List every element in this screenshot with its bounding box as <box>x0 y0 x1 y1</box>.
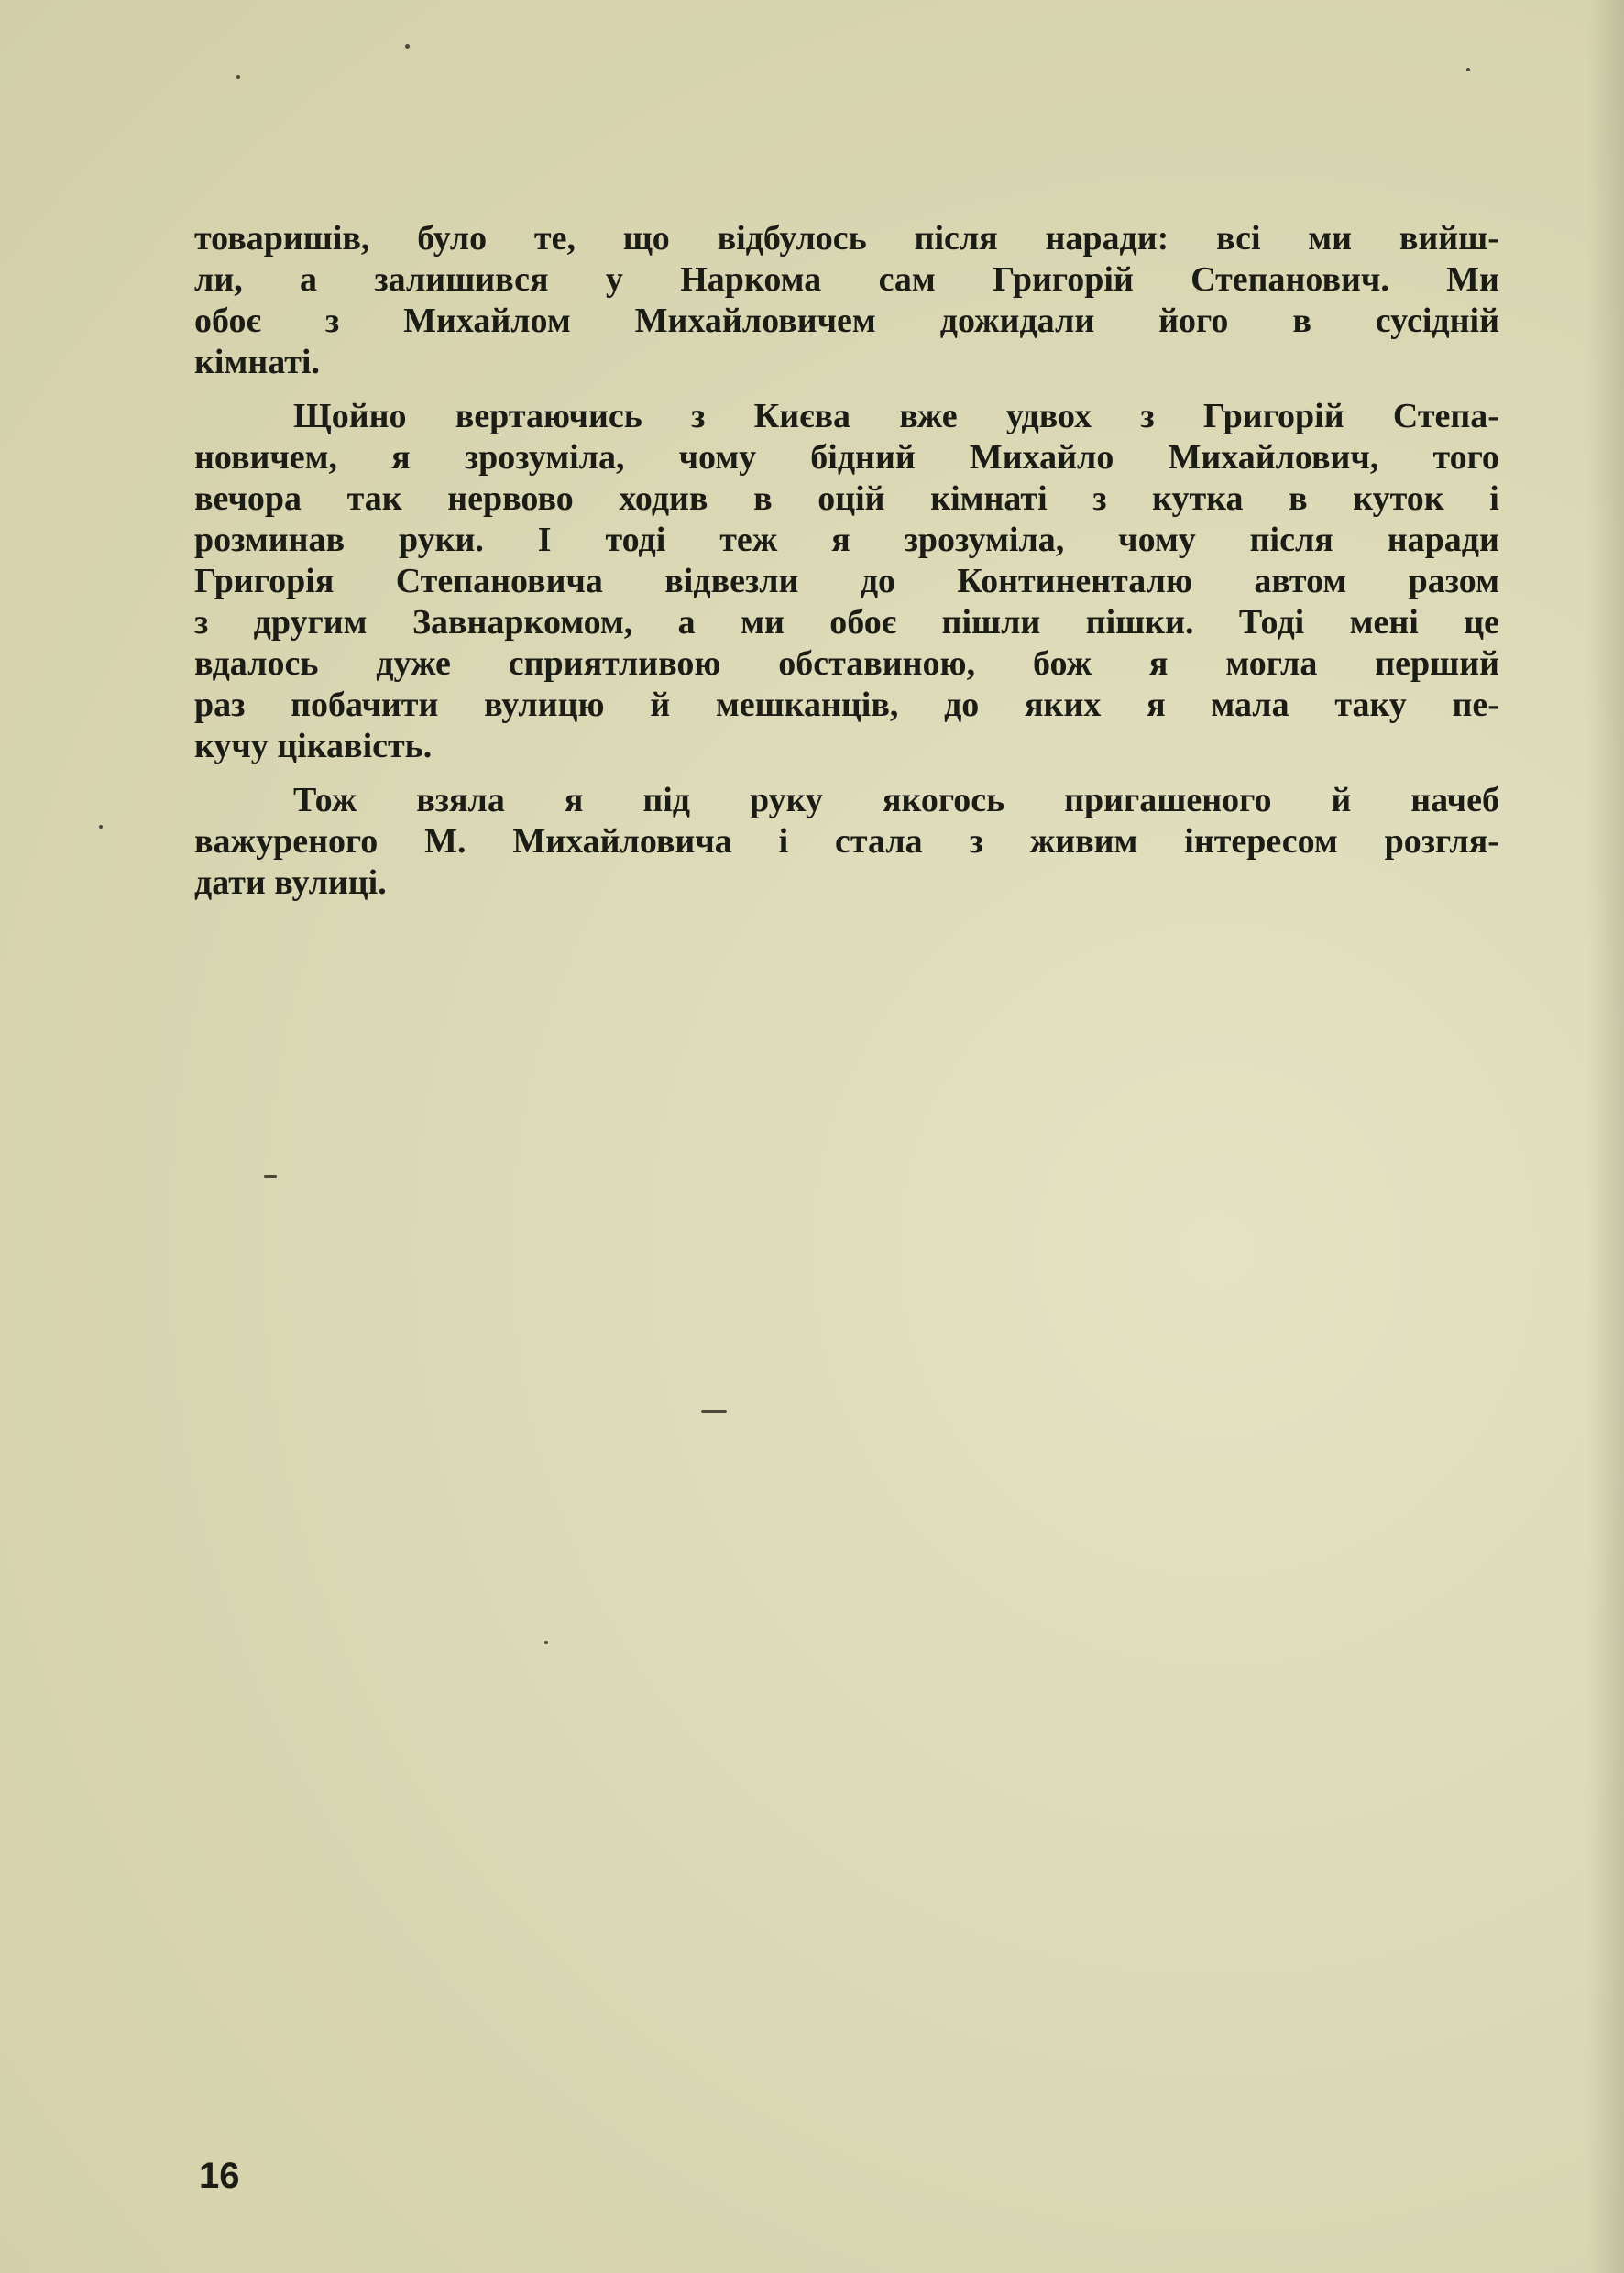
word: руку <box>749 781 823 819</box>
word: руки. <box>398 521 484 559</box>
word: товаришів, <box>194 219 370 258</box>
word: зрозуміла, <box>464 438 625 477</box>
paper-speck <box>701 1410 727 1413</box>
word: і <box>778 822 789 861</box>
word: те, <box>533 219 576 258</box>
word: Григорій <box>1202 397 1344 435</box>
word: ми <box>1308 219 1353 258</box>
word: автом <box>1254 562 1347 600</box>
word: бож <box>1032 644 1092 683</box>
text-line <box>194 218 1499 259</box>
word: дуже <box>376 644 451 683</box>
word: оцій <box>817 479 885 518</box>
word: пішки. <box>1085 603 1194 642</box>
word: взяла <box>416 781 505 819</box>
text-line <box>194 685 1499 726</box>
paper-speck <box>99 825 103 829</box>
word: Тоді <box>1238 603 1305 642</box>
word: нервово <box>447 479 574 518</box>
word: й <box>1331 781 1352 819</box>
word: яких <box>1025 686 1102 724</box>
word: Григорія <box>194 562 335 600</box>
word: сам <box>878 260 936 299</box>
word: ходив <box>619 479 708 518</box>
text-line <box>194 478 1499 520</box>
word: перший <box>1375 644 1499 683</box>
word: мені <box>1349 603 1419 642</box>
word: вдалось <box>194 644 319 683</box>
word: ли, <box>194 260 243 299</box>
word: Києва <box>753 397 851 435</box>
word: удвох <box>1005 397 1092 435</box>
word: я <box>564 781 584 819</box>
word: М. <box>424 822 466 861</box>
word: розминав <box>194 521 346 559</box>
word: відвезли <box>664 562 799 600</box>
word: якогось <box>882 781 1005 819</box>
word: могла <box>1225 644 1318 683</box>
paper-speck <box>405 44 410 49</box>
word: другим <box>253 603 368 642</box>
word: Тож <box>293 781 357 819</box>
word: вийш- <box>1399 219 1499 258</box>
word: разом <box>1408 562 1499 600</box>
word: Завнаркомом, <box>411 603 633 642</box>
word: з <box>969 822 983 861</box>
word: і <box>1489 479 1499 518</box>
word: після <box>914 219 998 258</box>
text-line <box>194 437 1499 478</box>
word: Континенталю <box>957 562 1192 600</box>
word: обоє <box>829 603 897 642</box>
text-line <box>194 862 1499 904</box>
text-line <box>194 780 1499 821</box>
word: І <box>537 521 552 559</box>
word: теж <box>719 521 778 559</box>
word: чому <box>678 438 757 477</box>
word: Степанович. <box>1191 260 1389 299</box>
word: Григорій <box>993 260 1134 299</box>
word: з <box>1092 479 1107 518</box>
word: Михайлович, <box>1168 438 1379 477</box>
word: вже <box>899 397 958 435</box>
word: відбулось <box>717 219 867 258</box>
word: в <box>1289 479 1308 518</box>
page-number: 16 <box>199 2156 240 2196</box>
text-line <box>194 726 1499 767</box>
paper-speck <box>236 75 240 79</box>
word: я <box>1148 644 1169 683</box>
word: обставиною, <box>778 644 976 683</box>
word: всі <box>1216 219 1261 258</box>
word: Наркома <box>680 260 822 299</box>
word: Михайло <box>969 438 1114 477</box>
word: того <box>1432 438 1499 477</box>
word: новичем, <box>194 438 338 477</box>
word: з <box>194 603 209 642</box>
word: важуреного <box>194 822 379 861</box>
word: сусідній <box>1375 302 1499 340</box>
word: куток <box>1353 479 1444 518</box>
word: що <box>622 219 670 258</box>
word: мешканців, <box>715 686 899 724</box>
paragraph-gap <box>194 767 1499 780</box>
word: я <box>391 438 411 477</box>
word: мала <box>1211 686 1289 724</box>
text-line <box>194 561 1499 602</box>
word: його <box>1158 302 1229 340</box>
word: пригашеного <box>1064 781 1272 819</box>
word: чому <box>1118 521 1196 559</box>
word: до <box>860 562 896 600</box>
word: й <box>650 686 671 724</box>
text-line <box>194 602 1499 643</box>
word: вечора <box>194 479 302 518</box>
word: я <box>831 521 850 559</box>
word: кімнаті <box>930 479 1048 518</box>
word: бідний <box>810 438 916 477</box>
word: а <box>300 260 318 299</box>
word: раз <box>194 686 246 724</box>
word: наради: <box>1045 219 1169 258</box>
line-text: кімнаті. <box>194 343 320 381</box>
word: Ми <box>1446 260 1499 299</box>
word: живим <box>1029 822 1138 861</box>
word: Степановича <box>395 562 603 600</box>
word: розгля- <box>1384 822 1499 861</box>
page-edge-shadow <box>1587 0 1624 2273</box>
line-text: дати вулиці. <box>194 863 387 902</box>
text-line <box>194 396 1499 437</box>
paragraph-gap <box>194 383 1499 396</box>
word: вулицю <box>484 686 605 724</box>
body-text <box>194 218 1499 904</box>
word: ми <box>741 603 785 642</box>
paper-speck <box>264 1175 277 1178</box>
text-line <box>194 301 1499 342</box>
word: після <box>1249 521 1333 559</box>
word: зрозуміла, <box>904 521 1065 559</box>
word: Степа- <box>1392 397 1499 435</box>
word: Михайловича <box>512 822 732 861</box>
word: кутка <box>1152 479 1244 518</box>
word: з <box>1140 397 1155 435</box>
word: до <box>944 686 980 724</box>
word: начеб <box>1410 781 1499 819</box>
word: інтересом <box>1184 822 1338 861</box>
word: так <box>346 479 402 518</box>
word: а <box>677 603 696 642</box>
word: вертаючись <box>455 397 642 435</box>
word: пішли <box>941 603 1041 642</box>
word: в <box>753 479 773 518</box>
word: в <box>1292 302 1311 340</box>
word: Щойно <box>293 397 407 435</box>
word: було <box>417 219 488 258</box>
text-line <box>194 821 1499 862</box>
line-text: кучу цікавість. <box>194 727 433 765</box>
word: наради <box>1387 521 1499 559</box>
word: побачити <box>291 686 439 724</box>
text-line <box>194 342 1499 383</box>
word: Михайлом <box>403 302 571 340</box>
word: дожидали <box>939 302 1095 340</box>
word: пе- <box>1452 686 1499 724</box>
word: обоє <box>194 302 261 340</box>
paper-speck <box>544 1641 548 1644</box>
text-line <box>194 520 1499 561</box>
text-line <box>194 643 1499 685</box>
word: під <box>642 781 691 819</box>
word: таку <box>1334 686 1407 724</box>
word: тоді <box>605 521 666 559</box>
word: це <box>1464 603 1499 642</box>
word: у <box>605 260 623 299</box>
word: я <box>1147 686 1166 724</box>
word: Михайловичем <box>634 302 876 340</box>
word: залишився <box>374 260 549 299</box>
paper-speck <box>1466 68 1470 71</box>
text-line <box>194 259 1499 301</box>
word: з <box>324 302 340 340</box>
word: сприятливою <box>508 644 721 683</box>
word: стала <box>835 822 923 861</box>
word: з <box>691 397 706 435</box>
